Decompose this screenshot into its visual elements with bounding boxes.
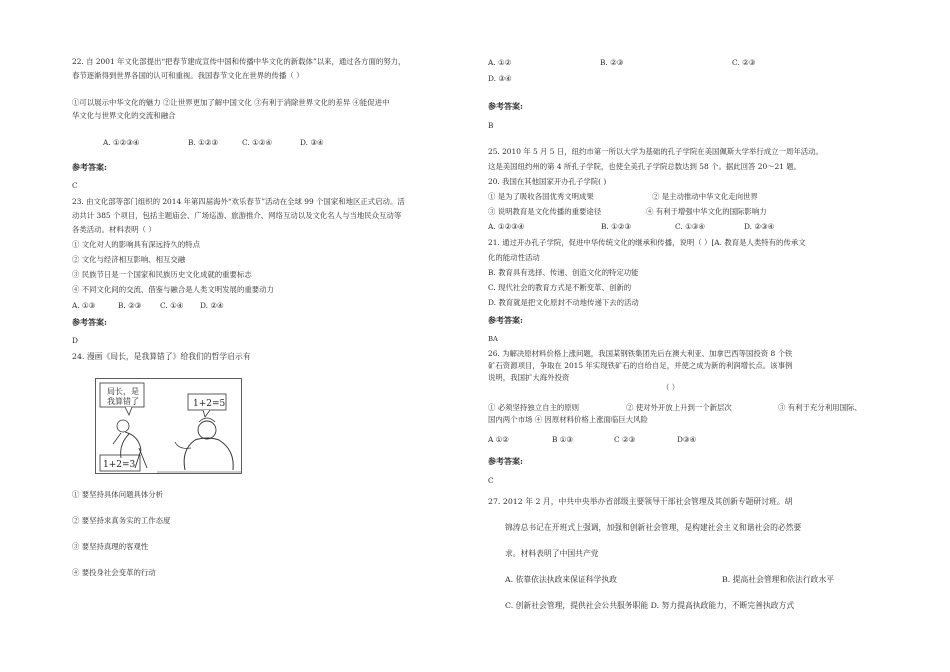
q23-option-1: ① 文化对人的影响具有深远持久的特点 bbox=[72, 240, 200, 249]
q20-choice-a: A. ①②③④ bbox=[488, 222, 525, 231]
q22-stem-line1: 22. 自 2001 年文化部提出“把春节建成宣传中国和传播中华文化的新载体”以来，通过各方面的努力， bbox=[72, 57, 406, 66]
q27-option-b: B. 提高社会管理和依法行政水平 bbox=[722, 575, 835, 584]
q20-stem: 20. 我国在其他国家开办孔子学院( ) bbox=[488, 177, 607, 186]
q27-stem-line3: 求。材料表明了中国共产党 bbox=[505, 549, 599, 558]
q22-choice-d: D. ③④ bbox=[300, 138, 324, 147]
q26-stem-line3: 说明，我国扩大海外投资 bbox=[488, 373, 570, 382]
q20-option-1: ① 是为了吸收各国优秀文明成果 bbox=[488, 192, 594, 201]
q26-choice-c: C ②③ bbox=[614, 435, 636, 444]
q23-choice-a: A. ①③ bbox=[72, 301, 96, 310]
q24-answer-label: 参考答案: bbox=[488, 101, 523, 111]
q24-option-1: ① 要坚持具体问题具体分析 bbox=[72, 490, 164, 499]
q21-stem-line1: 21. 通过开办孔子学院，促进中华传统文化的继承和传播，说明（ ）[A. 教育是人类特有的传承文 bbox=[488, 238, 806, 247]
cartoon-image bbox=[95, 378, 242, 474]
q27-option-cd: C. 创新社会管理，提供社会公共服务职能 D. 努力提高执政能力，不断完善执政方式 bbox=[505, 601, 795, 610]
q23-answer: D bbox=[72, 336, 78, 345]
q20-choice-c: C. ①③④ bbox=[675, 222, 705, 231]
q27-stem-line1: 27. 2012 年 2 月，中共中央举办省部级主要领导干部社会管理及其创新专题研讨班。胡 bbox=[488, 497, 793, 506]
q23-choice-b: B. ②③ bbox=[118, 301, 142, 310]
q26-stem-line2: 矿石资源项目，争取在 2015 年实现铁矿石的自给自足，并使之成为新的利润增长点。该事例 bbox=[488, 361, 793, 370]
q22-options-line2: 华文化与世界文化的交流和融合 bbox=[72, 111, 176, 120]
q26-answer-label: 参考答案: bbox=[488, 456, 523, 466]
q26-choice-b: B ①③ bbox=[552, 435, 574, 444]
q20-choice-d: D. ②③④ bbox=[744, 222, 775, 231]
q26-choice-a: A ①② bbox=[488, 435, 509, 444]
q24-choice-a: A. ①② bbox=[488, 58, 512, 67]
q26-option-line2: 国内两个市场 ④ 因原材料价格上涨面临巨大风险 bbox=[488, 415, 648, 424]
q21-option-b: B. 教育具有选择、传递、创造文化的特定功能 bbox=[488, 268, 639, 277]
q26-stem-line1: 26. 为解决原材料价格上涨问题，我国某钢铁集团先后在澳大利亚、加拿巴西等国投资 8 个铁 bbox=[488, 349, 793, 358]
q25-answer-label: 参考答案: bbox=[488, 315, 523, 325]
q24-choice-c: C. ②③ bbox=[732, 58, 756, 67]
q21-option-d: D. 教育就是把文化原封不动地传递下去的活动 bbox=[488, 298, 639, 307]
q26-option-2: ② 使对外开放上升到一个新层次 bbox=[626, 403, 732, 412]
q20-choice-b: B. ①②③ bbox=[601, 222, 632, 231]
q27-option-a: A. 依靠依法执政来保证科学执政 bbox=[505, 575, 617, 584]
cartoon-drawing bbox=[95, 378, 242, 474]
q22-choice-c: C. ①②④ bbox=[242, 138, 272, 147]
q26-paren: （ ） bbox=[662, 383, 680, 392]
q24-choice-b: B. ②③ bbox=[600, 58, 624, 67]
q27-stem-line2: 锦涛总书记在开班式上强调，加强和创新社会管理，是构建社会主义和谐社会的必然要 bbox=[505, 523, 802, 532]
q25-answer: BA bbox=[488, 335, 498, 343]
q24-option-3: ③ 要坚持真理的客观性 bbox=[72, 542, 149, 551]
q26-option-1: ① 必须坚持独立自主的原则 bbox=[488, 403, 580, 412]
q23-choice-d: D. ②④ bbox=[200, 301, 224, 310]
q22-choice-a: A. ①②③④ bbox=[103, 138, 140, 147]
cartoon-board-text: 1+2=3 bbox=[103, 460, 136, 470]
q21-stem-line2: 化的能动性活动 bbox=[488, 253, 540, 262]
q23-option-2: ② 文化与经济相互影响、相互交融 bbox=[72, 255, 186, 264]
q24-choice-d: D. ③④ bbox=[488, 74, 512, 83]
q23-choice-c: C. ①④ bbox=[160, 301, 184, 310]
q22-answer-label: 参考答案: bbox=[72, 162, 107, 172]
q24-option-2: ② 要坚持求真务实的工作态度 bbox=[72, 516, 171, 525]
q23-stem-line3: 各类活动。材料表明（ ） bbox=[72, 225, 156, 234]
cartoon-bubble1-line1: 局长，是 bbox=[107, 387, 139, 396]
q21-option-c: C. 现代社会的教育方式是不断变革、创新的 bbox=[488, 283, 632, 292]
q23-stem-line1: 23. 由文化部等部门组织的 2014 年第四届海外“欢乐春节”活动在全球 99 个国家和地区正式启动。活 bbox=[72, 197, 405, 206]
q24-answer: B bbox=[488, 121, 494, 130]
q23-answer-label: 参考答案: bbox=[72, 317, 107, 327]
q26-option-3: ③ 有利于充分利用国际、 bbox=[778, 403, 862, 412]
q26-choice-d: D③④ bbox=[677, 435, 697, 444]
q26-answer: C bbox=[488, 476, 494, 485]
q23-stem-line2: 动共计 385 个项目，包括主题庙会、广场巡游、旅游推介、网络互动以及文化名人与当地民众互动等 bbox=[72, 211, 402, 220]
q22-options-line1: ①可以展示中华文化的魅力 ②让世界更加了解中国文化 ③有利于消除世界文化的差异 ④能促进中 bbox=[72, 98, 390, 107]
cartoon-bubble2-text: 1+2=5 bbox=[193, 399, 226, 409]
q25-stem-line1: 25. 2010 年 5 月 5 日，纽约市第一所以大学为基础的孔子学院在美国佩斯大学举行成立一周年活动。 bbox=[488, 147, 823, 156]
q20-option-3: ③ 说明教育是文化传播的重要途径 bbox=[488, 207, 602, 216]
q20-option-2: ② 是主动推动中华文化走向世界 bbox=[652, 192, 758, 201]
q24-option-4: ④ 要投身社会变革的行动 bbox=[72, 568, 156, 577]
q25-stem-line2: 这是美国纽约州的第 4 所孔子学院，也使全美孔子学院总数达到 58 个。据此回答 20～21 题。 bbox=[488, 162, 802, 171]
cartoon-bubble1-line2: 我算错了 bbox=[107, 397, 139, 406]
q20-option-4: ④ 有利于增强中华文化的国际影响力 bbox=[646, 207, 767, 216]
q22-choice-b: B. ①②③ bbox=[188, 138, 219, 147]
q24-stem: 24. 漫画《局长，是我算错了》给我们的哲学启示有 bbox=[72, 352, 251, 361]
q23-option-4: ④ 不同文化间的交流、借鉴与融合是人类文明发展的重要动力 bbox=[72, 285, 274, 294]
q22-answer: C bbox=[72, 181, 78, 190]
q23-option-3: ③ 民族节日是一个国家和民族历史文化成就的重要标志 bbox=[72, 270, 252, 279]
q22-stem-line2: 春节逐渐得到世界各国的认可和重视。我国春节文化在世界的传播（ ） bbox=[72, 71, 304, 80]
